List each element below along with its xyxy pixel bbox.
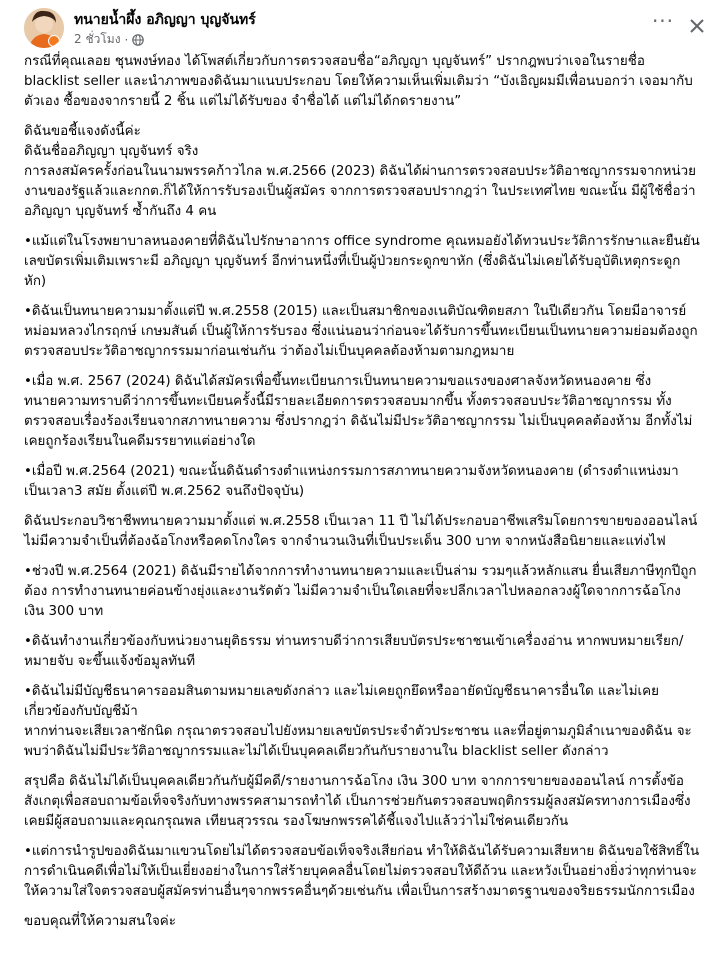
- post-paragraph: •เมื่อปี พ.ศ.2564 (2021) ขณะนั้นดิฉันดำรงตำแหน่งกรรมการสภาทนายความจังหวัดหนองคาย (ดำรงตำแหน่งมาเป็นเวลา3 สมัย ตั้งแต่ปี พ.ศ.2562 จนถึงปัจจุบัน): [24, 464, 679, 499]
- post-time[interactable]: 2 ชั่วโมง: [74, 32, 121, 46]
- author-name[interactable]: ทนายน้ำผึ้ง อภิญญา บุญจันทร์: [74, 12, 256, 28]
- post-paragraph: •ดิฉันไม่มีบัญชีธนาคารออมสินตามหมายเลขดังกล่าว และไม่เคยถูกยึดหรืออายัดบัญชีธนาคารอื่นใด และไม่เคยเกี่ยวข้องกับบัญชีม้า หากท่านจะเสียเวลาซักนิด กรุณาตรวจสอบไปยังหมายเลขบัตรประจำตัวประชาชน และที่อยู่ตามภูมิลำเนาของดิฉัน จะพบว่าดิฉันไม่มีประวัติอาชญากรรมและไม่ได้เป็นบุคคลเดียวกันกับรายงานใน blacklist seller ดังกล่าว: [24, 684, 692, 759]
- post-paragraph: ดิฉันประกอบวิชาชีพทนายความมาตั้งแต่ พ.ศ.2558 เป็นเวลา 11 ปี ไม่ได้ประกอบอาชีพเสริมโดยการขายของออนไลน์ ไม่มีความจำเป็นที่ต้องฉ้อโกงหรือคดโกงใคร จากจำนวนเงินที่เป็นประเด็น 300 บาท จากหนังสือนิยายและแท่งไฟ: [24, 514, 698, 549]
- post-paragraph: ขอบคุณที่ให้ความสนใจค่ะ: [24, 914, 176, 929]
- close-icon[interactable]: [685, 14, 709, 38]
- post-meta: [74, 30, 144, 49]
- post-paragraph: สรุปคือ ดิฉันไม่ได้เป็นบุคคลเดียวกันกับผู้มีคดี/รายงานการฉ้อโกง เงิน 300 บาท จากการขายของออนไลน์ การตั้งข้อสังเกตุเพื่อสอบถามข้อเท็จจริงกับทางพรรคสามารถทำได้ เป็นการช่วยกันตรวจสอบพฤติกรรมผู้ลงสมัครทางการเมืองซึ่งเคยมีผู้สอบถามและคุณกรุณพล เทียนสุวรรณ รองโฆษกพรรคได้ชี้แจงไปแล้วว่าไม่ใช่คนเดียวกัน: [24, 774, 691, 829]
- meta-separator: ·: [124, 32, 129, 47]
- post-paragraph: •ช่วงปี พ.ศ.2564 (2021) ดิฉันมีรายได้จากการทำงานทนายความและเป็นล่าม รวมๆแล้วหลักแสน ยื่นเสียภาษีทุกปีถูกต้อง การทำงานทนายค่อนข้างยุ่งและงานรัดตัว ไม่มีความจำเป็นใดเลยที่จะปลีกเวลาไปหลอกลวงผู้ใดจากการฉ้อโกงเงิน 300 บาท: [24, 564, 697, 619]
- post-paragraph: ดิฉันขอชี้แจงดังนี้ค่ะ ดิฉันชื่ออภิญญา บุญจันทร์ จริง การลงสมัครครั้งก่อนในนามพรรคก้าวไกล พ.ศ.2566 (2023) ดิฉันได้ผ่านการตรวจสอบประวัติอาชญากรรมจากหน่วยงานของรัฐแล้วและกกต.ก็ได้ให้การรับรองเป็นผู้สมัคร จากการตรวจสอบปรากฎว่า ในประเทศไทย ขณะนั้น มีผู้ใช้ชื่อว่า อภิญญา บุญจันทร์ ซ้ำกันถึง 4 คน: [24, 124, 696, 219]
- post-paragraph: •ดิฉันทำงานเกี่ยวข้องกับหน่วยงานยุติธรรม ท่านทราบดีว่าการเสียบบัตรประชาชนเข้าเครื่องอ่าน หากพบหมายเรียก/หมายจับ จะขึ้นแจ้งข้อมูลทันที: [24, 634, 684, 669]
- avatar-image: [24, 8, 64, 48]
- post-paragraph: •แม้แต่ในโรงพยาบาลหนองคายที่ดิฉันไปรักษาอาการ office syndrome คุณหมอยังได้ทวนประวัติการรักษาและยืนยันเลขบัตรเพิ่มเติมเพราะมี อภิญญา บุญจันทร์ อีกท่านหนึ่งที่เป็นผู้ป่วยกระดูกขาหัก (ซึ่งดิฉันไม่เคยได้รับอุบัติเหตุกระดูกหัก): [24, 234, 700, 289]
- post-paragraph: กรณีที่คุณเลอย ชุนพงษ์ทอง ได้โพสต์เกี่ยวกับการตรวจสอบชื่อ“อภิญญา บุญจันทร์” ปรากฎพบว่าเจอในรายชื่อ blacklist seller และนำภาพของดิฉันมาแนบประกอบ โดยให้ความเห็นเพิ่มเติมว่า “บังเอิญผมมีเพื่อนบอกว่า เจอมากับตัวเอง ซื้อของจากรายนี้ 2 ชิ้น แต่ไม่ได้รับของ จำชื่อได้ แต่ไม่ได้กดรายงาน”: [24, 54, 693, 109]
- post-header: [24, 8, 717, 48]
- globe-icon: [132, 34, 144, 46]
- post-body: [24, 52, 700, 942]
- post-paragraph: •เมื่อ พ.ศ. 2567 (2024) ดิฉันได้สมัครเพื่อขึ้นทะเบียนการเป็นทนายความขอแรงของศาลจังหวัดหนองคาย ซึ่งทนายความทราบดีว่าการขึ้นทะเบียนครั้งนี้มีรายละเอียดการตรวจสอบมากขึ้น ทั้งตรวจสอบประวัติอาชญากรรม ทั้งตรวจสอบเรื่องร้องเรียนจากสภาทนายความ ซึ่งปรากฎว่า ดิฉันไม่มีประวัติอาชญากรรม ไม่เป็นบุคคลต้องห้าม อีกทั้งไม่เคยถูกร้องเรียนในคดีมรรยาทแต่อย่างใด: [24, 374, 693, 449]
- post-paragraph: •ดิฉันเป็นทนายความมาตั้งแต่ปี พ.ศ.2558 (2015) และเป็นสมาชิกของเนติบัณฑิตยสภา ในปีเดียวกัน โดยมีอาจารย์หม่อมหลวงไกรฤกษ์ เกษมสันต์ เป็นผู้ให้การรับรอง ซึ่งแน่นอนว่าก่อนจะได้รับการขึ้นทะเบียนเป็นทนายความย่อมต้องถูกตรวจสอบประวัติอาชญากรรมมาก่อนเช่นกัน ว่าต้องไม่เป็นบุคคลต้องห้ามตามกฎหมาย: [24, 304, 698, 359]
- more-options-icon[interactable]: ···: [651, 9, 675, 33]
- avatar[interactable]: [24, 8, 64, 48]
- post-paragraph: •แต่การนำรูปของดิฉันมาแขวนโดยไม่ได้ตรวจสอบข้อเท็จจริงเสียก่อน ทำให้ดิฉันได้รับความเสียหาย ดิฉันขอใช้สิทธิ์ในการดำเนินคดีเพื่อไม่ให้เป็นเยี่ยงอย่างในการใส่ร้ายบุคคลอื่นโดยไม่ตรวจสอบให้ดีถ้วน และหวังเป็นอย่างยิ่งว่าทุกท่านจะให้ความใส่ใจตรวจสอบผู้สมัครท่านอื่นๆจากพรรคอื่นๆด้วยเช่นกัน เพื่อเป็นการสร้างมาตรฐานของจริยธรรมนักการเมือง: [24, 844, 700, 899]
